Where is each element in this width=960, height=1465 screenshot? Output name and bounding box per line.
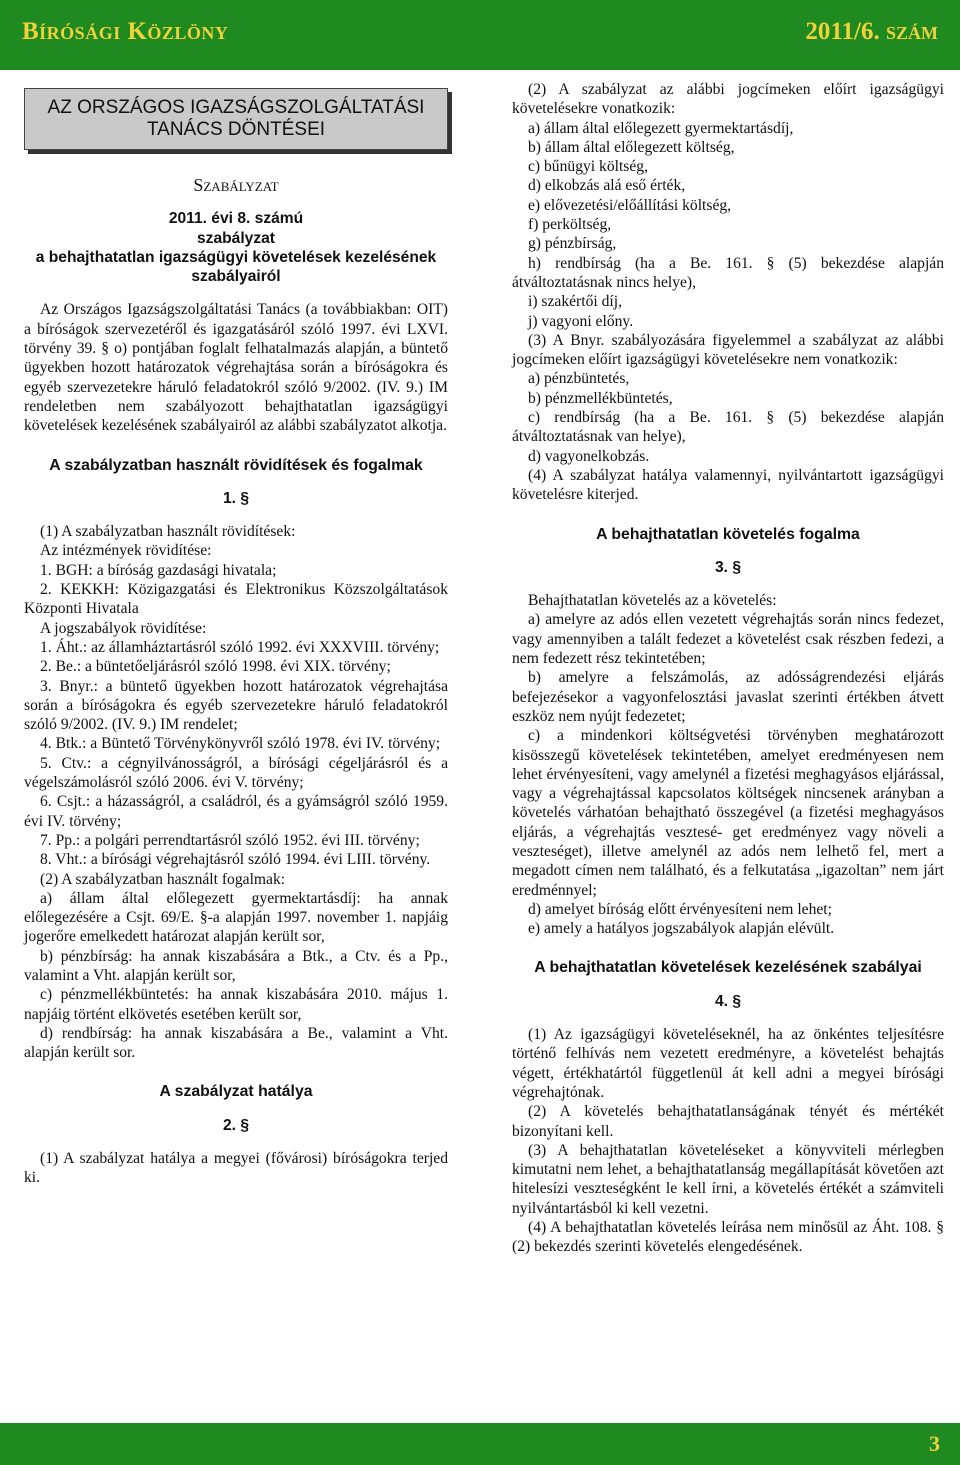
text-line: (1) A szabályzat hatálya a megyei (fővárosi) bíróságokra terjed ki. (24, 1150, 448, 1187)
heading-rules: A behajthatatlan követelések kezelésének szabályai (534, 959, 922, 977)
text-line: 2. Be.: a büntetőeljárásról szóló 1998. évi XIX. törvény; (40, 658, 391, 676)
text-line: f) perköltség, (528, 216, 612, 234)
text-line: 3. Bnyr.: a büntető ügyekben hozott határozatok végrehajtása során a bíróságokra és egyéb szervezetekre háruló feladatokról szóló 9/2002. (IV. 9.) IM rendelet; (24, 677, 448, 734)
text-line: A jogszabályok rövidítése: (40, 619, 207, 637)
page-number: 3 (929, 1431, 940, 1456)
text-line: h) rendbírság (ha a Be. 161. § (5) bekezdése alapján átváltoztatásnak nincs helye), (512, 254, 944, 291)
banner-line-2: TANÁCS DÖNTÉSEI (146, 119, 326, 140)
text-line: b) állam által előlegezett költség, (528, 138, 735, 156)
text-line: e) amely a hatályos jogszabályok alapján elévült. (528, 920, 835, 938)
text-line: a) állam által előlegezett gyermektartásdíj: ha annak előlegezésére a Csjt. 69/E. §-a alapján 1997. november 1. napjáig jogerőre emelkedett határozat alapján került sor, (24, 889, 448, 946)
doc-kind: szabályzat (196, 229, 275, 247)
heading-abbreviations: A szabályzatban használt rövidítések és fogalmak (49, 456, 423, 474)
left-column (24, 80, 448, 1188)
journal-title: Bírósági Közlöny (22, 18, 229, 45)
text-line: i) szakértői díj, (528, 293, 622, 311)
text-line: (1) Az igazságügyi követeléseknél, ha az önkéntes teljesítésre történő felhívás nem vezetett eredményre, a követelést behajtás végett, értékhatártól függetlenül át kell adni a megyei bírósági végrehajtónak. (512, 1026, 944, 1101)
text-line: Az intézmények rövidítése: (40, 542, 212, 560)
text-line: j) vagyoni előny. (528, 312, 634, 330)
text-line: 6. Csjt.: a házasságról, a családról, és a gyámságról szóló 1959. évi IV. törvény; (24, 793, 448, 830)
right-column (512, 80, 944, 1257)
text-line: b) pénzbírság: ha annak kiszabására a Btk., a Ctv. és a Pp., valamint a Vht. alapján került sor, (24, 947, 448, 984)
text-line: (3) A Bnyr. szabályozására figyelemmel a szabályzat az alábbi jogcímeken előírt igazságügyi követelésekre nem vonatkozik: (512, 331, 944, 369)
text-line: 1. Áht.: az államháztartásról szóló 1992. évi XXXVIII. törvény; (40, 638, 440, 656)
text-line: d) amelyet bíróság előtt érvényesíteni nem lehet; (528, 900, 832, 918)
text-line: (2) A szabályzatban használt fogalmak: (40, 870, 286, 888)
text-line: g) pénzbírság, (528, 235, 617, 253)
text-line: (4) A szabályzat hatálya valamennyi, nyilvántartott igazságügyi követelésre kiterjed. (512, 466, 944, 504)
text-line: c) a mindenkori költségvetési törvényben meghatározott kisösszegű követelések tekintetében, amelyet eredményesen nem lehet érvényesíteni, vagy amelynél a fizetési meghagyásos eljárással, vagy a végrehajtással kapcsolatos költségek nincsenek arányban a követelés várhatóan behajtható összegével (a fizetési meghagyásos eljárás, a végrehajtás vesztesé- get eredményez vagy növeli a veszteséget), illetve amelynél az adós nem lelhető fel, mert a megadott címen nem található, és a felkutatása „igazoltan” nem járt eredménnyel; (512, 727, 944, 899)
section-1: 1. § (222, 489, 249, 507)
text-line: c) rendbírság (ha a Be. 161. § (5) bekezdése alapján átváltoztatásnak van helye), (512, 409, 944, 446)
text-line: 1. BGH: a bíróság gazdasági hivatala; (40, 561, 277, 579)
section-4: 4. § (714, 992, 741, 1010)
text-line: (2) A követelés behajthatatlanságának tényét és mértékét bizonyítani kell. (512, 1103, 944, 1140)
doc-title-2: szabályairól (191, 268, 281, 286)
text-line: 5. Ctv.: a cégnyilvánosságról, a bírósági cégeljárásról és a végelszámolásról szóló 2006. évi V. törvény; (24, 754, 448, 792)
text-line: (1) A szabályzatban használt rövidítések: (40, 523, 296, 541)
text-line: d) vagyonelkobzás. (528, 447, 650, 465)
heading-scope: A szabályzat hatálya (159, 1083, 313, 1101)
section-3: 3. § (714, 558, 741, 576)
issue-number: 2011/6. szám (805, 18, 938, 45)
text-line: 8. Vht.: a bírósági végrehajtásról szóló 1994. évi LIII. törvény. (40, 851, 431, 869)
heading-definition: A behajthatatlan követelés fogalma (596, 525, 860, 543)
doc-type: Szabályzat (193, 175, 279, 195)
text-line: a) pénzbüntetés, (528, 370, 630, 388)
text-line: a) amelyre az adós ellen vezetett végrehajtás során nincs fedezet, vagy amennyiben a talált fedezet a követelést csak részben fedezi, a nem fedezett rész tekintetében; (512, 611, 944, 668)
section-banner (24, 88, 448, 150)
text-line: 4. Btk.: a Büntető Törvénykönyvről szóló 1978. évi IV. törvény; (40, 735, 441, 753)
text-line: e) elővezetési/előállítási költség, (528, 196, 732, 214)
text-line: b) amelyre a felszámolás, az adósságrendezési eljárás befejezésekor a vagyonfelosztási javaslat szerinti értékben átvett eszköz nem nyújt fedezetet; (512, 669, 944, 725)
banner-line-1: AZ ORSZÁGOS IGAZSÁGSZOLGÁLTATÁSI (47, 97, 425, 118)
doc-title-1: a behajthatatlan igazságügyi követelések kezelésének (35, 248, 437, 266)
text-line: (4) A behajthatatlan követelés leírása nem minősül az Áht. 108. § (2) bekezdés szerinti követelés elengedésének. (512, 1219, 944, 1256)
text-line: d) rendbírság: ha annak kiszabására a Be., valamint a Vht. alapján került sor. (24, 1024, 448, 1062)
journal-header (0, 0, 960, 70)
section-2: 2. § (222, 1116, 249, 1134)
text-line: c) pénzmellékbüntetés: ha annak kiszabására 2010. május 1. napjáig történt elkövetés esetében került sor, (24, 986, 448, 1023)
doc-number: 2011. évi 8. számú (168, 210, 304, 228)
preamble: Az Országos Igazságszolgáltatási Tanács (a továbbiakban: OIT) a bíróságok szervezetéről és igazgatásáról szóló 1997. évi LXVI. törvény 39. § o) pontjában foglalt felhatalmazás alapján, a büntető ügyekben hozott határozatok végrehajtása során a bíróságokra és egyéb szervezetekre háruló feladatokról szóló 9/2002. (IV. 9.) IM rendeletben nem szabályozott behajthatatlan igazságügyi követelések kezelésének szabályairól az alábbi szabályzatot alkotja. (24, 301, 448, 435)
text-line: Behajthatatlan követelés az a követelés: (528, 592, 777, 610)
text-line: d) elkobzás alá eső érték, (528, 177, 686, 195)
text-line: a) állam által előlegezett gyermektartásdíj, (528, 119, 794, 137)
text-line: b) pénzmellékbüntetés, (528, 389, 673, 407)
text-line: 2. KEKKH: Közigazgatási és Elektronikus Közszolgáltatások Központi Hivatala (24, 581, 448, 618)
text-line: (3) A behajthatatlan követeléseket a könyvviteli mérlegben kimutatni nem lehet, a behajthatatlanság megállapítását követően azt hitelesízi veszteségként le kell írni, a követelés értékét a számviteli nyilvántartásból ki kell vezetni. (512, 1141, 944, 1217)
text-line: c) bűnügyi költség, (528, 158, 648, 176)
page-footer (0, 1423, 960, 1465)
text-line: 7. Pp.: a polgári perrendtartásról szóló 1952. évi III. törvény; (40, 831, 420, 849)
text-line: (2) A szabályzat az alábbi jogcímeken előírt igazságügyi követelésekre vonatkozik: (512, 81, 944, 118)
